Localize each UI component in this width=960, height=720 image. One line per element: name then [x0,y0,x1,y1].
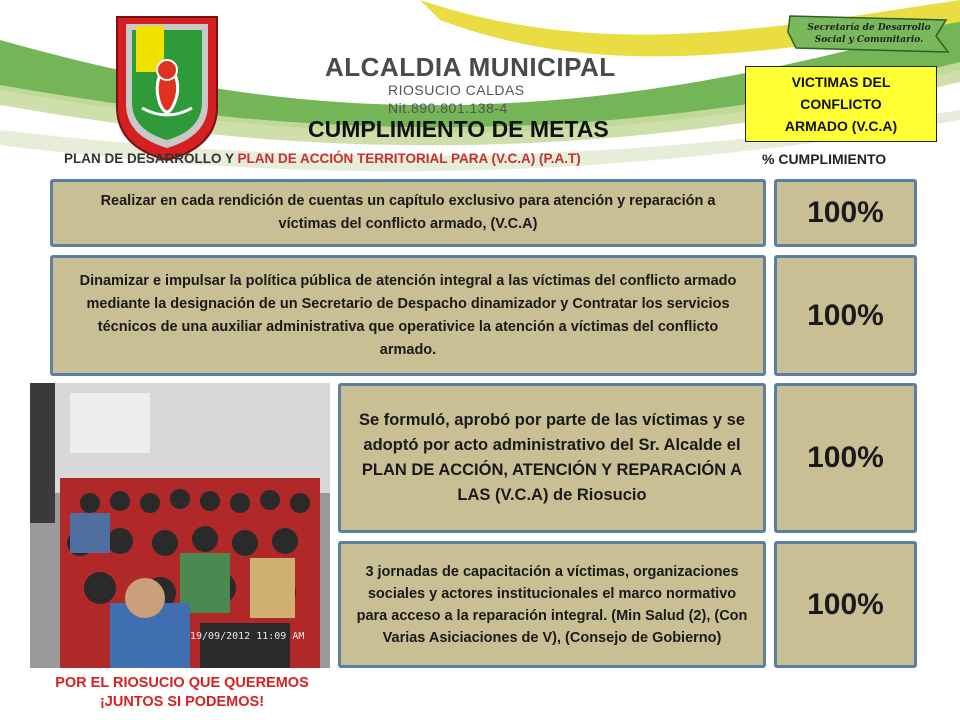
goal-text-2: Dinamizar e impulsar la política pública de atención integral a las víctimas del conflicto armado mediante la designación de un Secretario de Despacho dinamizador y Contratar los servicios técnicos de una auxiliar administrativa que operativice la atención a víctimas del conflicto armado. [50,255,766,376]
goal-percent-4: 100% [774,541,917,668]
goal-text-3: Se formuló, aprobó por parte de las víctimas y se adoptó por acto administrativo del Sr. Alcalde el PLAN DE ACCIÓN, ATENCIÓN Y REPARACIÓN A LAS (V.C.A) de Riosucio [338,383,766,533]
org-nit: Nit.890.801.138-4 [388,100,508,116]
secretariat-banner [790,22,948,46]
goal-percent-3: 100% [774,383,917,533]
municipal-shield-logo [112,12,222,162]
goal-percent-1: 100% [774,179,917,247]
victims-label-box [745,66,937,142]
goal-text-1: Realizar en cada rendición de cuentas un capítulo exclusivo para atención y reparación a víctimas del conflicto armado, (V.C.A) [50,179,766,247]
banner-line2: Social y Comunitario. [814,35,924,45]
slogan-line1: POR EL RIOSUCIO QUE QUEREMOS [55,675,309,691]
subtitle-part1: PLAN DE DESARROLLO Y [64,151,238,166]
goal-text-4: 3 jornadas de capacitación a víctimas, organizaciones sociales y actores institucionales el marco normativo para acceso a la reparación integral. (Min Salud (2), (Con Varias Asiciaciones de V), (Consejo de Gobierno) [338,541,766,668]
goal-percent-2: 100% [774,255,917,376]
photo-timestamp: 19/09/2012 11:09 AM [190,631,305,642]
audience-photo-illustration [30,383,330,668]
page-subtitle [64,151,581,166]
event-photo [30,383,330,668]
victims-line1: VICTIMAS DEL [791,74,891,90]
org-city: RIOSUCIO CALDAS [388,82,525,98]
victims-line2: CONFLICTO [800,96,882,112]
subtitle-part2: PLAN DE ACCIÓN TERRITORIAL PARA (V.C.A) (P.A.T) [237,151,581,166]
percent-column-header: % CUMPLIMIENTO [762,151,887,167]
victims-line3: ARMADO (V.C.A) [784,118,898,134]
slogan-line2: ¡JUNTOS SI PODEMOS! [99,694,265,710]
banner-line1: Secretaría de Desarrollo [807,23,931,33]
org-name: ALCALDIA MUNICIPAL [325,52,616,82]
page-title: CUMPLIMIENTO DE METAS [308,116,609,142]
